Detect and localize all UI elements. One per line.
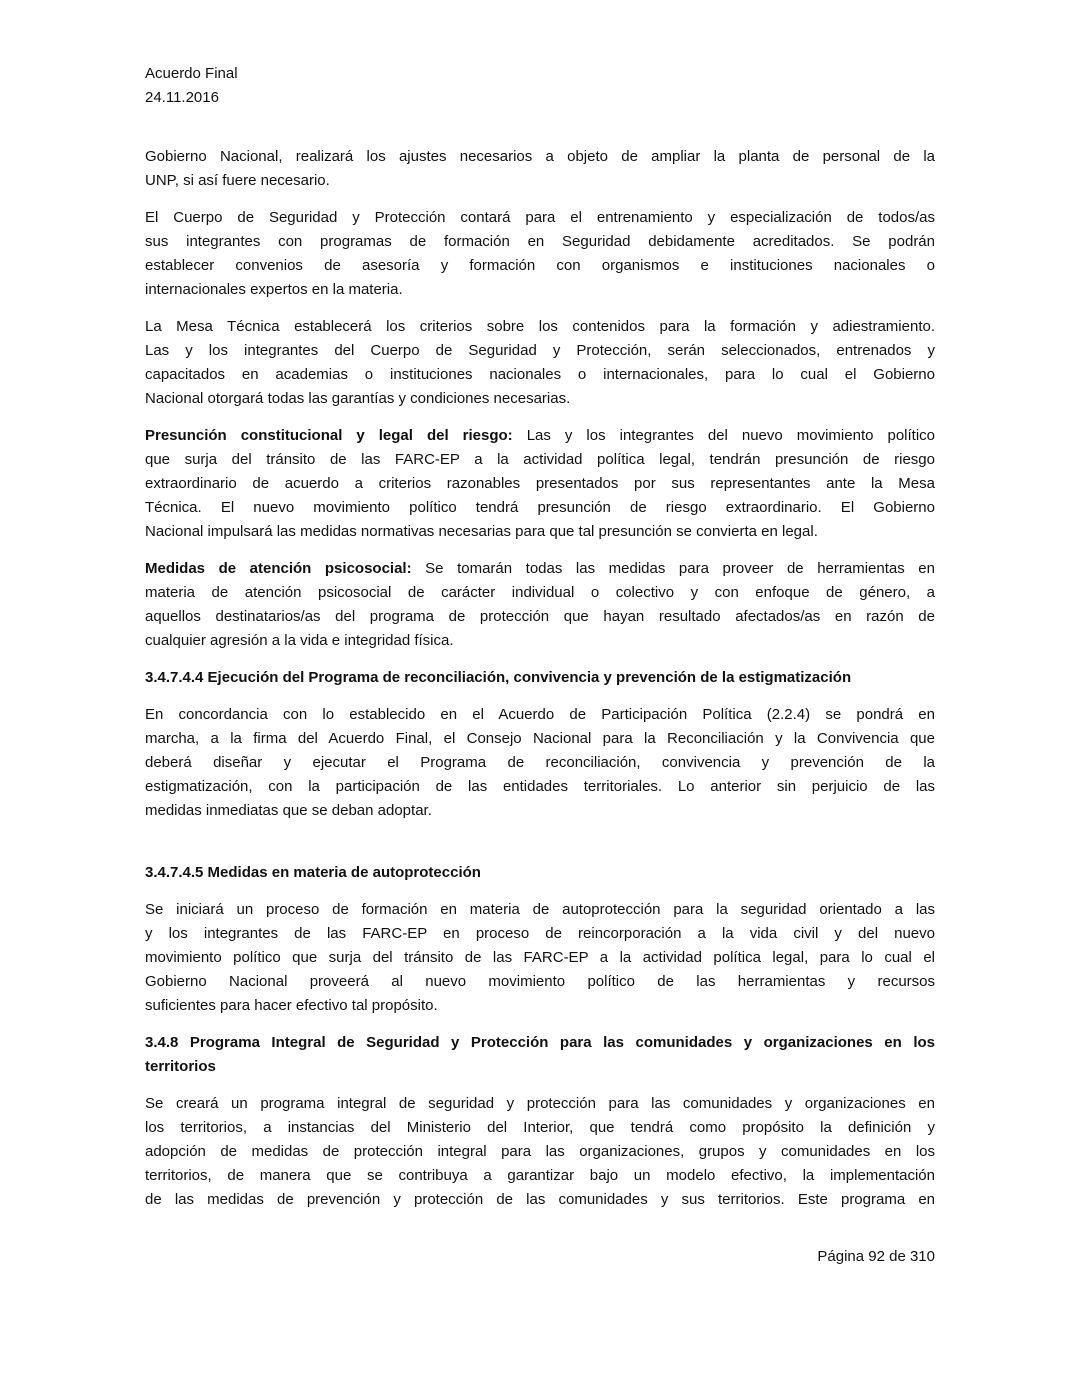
line-text: aquellos destinatarios/as del programa de protección que hayan resultado afectados/as en razón de [145,608,935,625]
text-line [145,898,935,922]
text-line [145,339,935,363]
line-text: cualquier agresión a la vida e integridad física. [145,632,454,649]
paragraph [145,206,935,302]
line-text: que surja del tránsito de las FARC-EP a la actividad política legal, tendrán presunción de riesgo [145,451,935,468]
text-line [145,1164,935,1188]
text-line [145,1055,935,1079]
line-text: territorios, de manera que se contribuya a garantizar bajo un modelo efectivo, la implementación [145,1167,935,1184]
line-text: El Cuerpo de Seguridad y Protección contará para el entrenamiento y especialización de todos/as [145,209,935,226]
document-body [145,145,935,1212]
line-text: 3.4.8 Programa Integral de Seguridad y Protección para las comunidades y organizaciones en los [145,1034,935,1051]
text-line [145,230,935,254]
paragraph [145,1092,935,1212]
text-line [145,666,935,690]
line-text: Gobierno Nacional proveerá al nuevo movimiento político de las herramientas y recursos [145,973,935,990]
text-line [145,629,935,653]
text-line [145,424,935,448]
text-line [145,1140,935,1164]
document-page [145,62,935,1225]
line-text: En concordancia con lo establecido en el Acuerdo de Participación Política (2.2.4) se pondrá en [145,706,935,723]
text-line [145,605,935,629]
line-text: sus integrantes con programas de formación en Seguridad debidamente acreditados. Se podrán [145,233,935,250]
line-text: Se creará un programa integral de seguridad y protección para las comunidades y organizaciones en [145,1095,935,1112]
line-text: Las y los integrantes del nuevo movimiento político [512,427,936,444]
text-line [145,472,935,496]
paragraph [145,898,935,1018]
line-text: Se iniciará un proceso de formación en materia de autoprotección para la seguridad orientado a las [145,901,935,918]
line-text: Nacional otorgará todas las garantías y condiciones necesarias. [145,390,571,407]
text-line [145,520,935,544]
text-line [145,751,935,775]
text-line [145,922,935,946]
line-text: Técnica. El nuevo movimiento político tendrá presunción de riesgo extraordinario. El Gobierno [145,499,935,516]
text-line [145,1188,935,1212]
line-text: los territorios, a instancias del Ministerio del Interior, que tendrá como propósito la definición y [145,1119,935,1136]
line-text: Gobierno Nacional, realizará los ajustes necesarios a objeto de ampliar la planta de personal de la [145,148,935,165]
text-line [145,145,935,169]
line-text: suficientes para hacer efectivo tal propósito. [145,997,438,1014]
paragraph [145,703,935,823]
line-text: Las y los integrantes del Cuerpo de Seguridad y Protección, serán seleccionados, entrenados y [145,342,935,359]
text-line [145,254,935,278]
paragraph [145,424,935,544]
page-number: Página 92 de 310 [817,1248,935,1265]
line-text: 3.4.7.4.5 Medidas en materia de autoprotección [145,864,481,881]
text-line [145,1092,935,1116]
text-line [145,861,935,885]
paragraph [145,145,935,193]
line-text: internacionales expertos en la materia. [145,281,403,298]
text-line [145,387,935,411]
text-line [145,1031,935,1055]
line-text: adopción de medidas de protección integral para las organizaciones, grupos y comunidades en los [145,1143,935,1160]
text-line [145,703,935,727]
line-text: movimiento político que surja del tránsito de las FARC-EP a la actividad política legal, para lo cual el [145,949,935,966]
text-line [145,206,935,230]
section-heading [145,666,935,690]
bold-lead: Presunción constitucional y legal del riesgo: [145,427,513,444]
line-text: capacitados en academias o instituciones nacionales o internacionales, para lo cual el Gobierno [145,366,935,383]
text-line [145,496,935,520]
text-line [145,799,935,823]
paragraph [145,557,935,653]
line-text: medidas inmediatas que se deban adoptar. [145,802,432,819]
line-text: Nacional impulsará las medidas normativas necesarias para que tal presunción se convierta en legal. [145,523,818,540]
text-line [145,169,935,193]
line-text: de las medidas de prevención y protección de las comunidades y sus territorios. Este programa en [145,1191,935,1208]
bold-lead: Medidas de atención psicosocial: [145,560,412,577]
line-text: 3.4.7.4.4 Ejecución del Programa de reconciliación, convivencia y prevención de la estigmatización [145,669,852,686]
text-line [145,581,935,605]
line-text: establecer convenios de asesoría y formación con organismos e instituciones nacionales o [145,257,935,274]
line-text: La Mesa Técnica establecerá los criterios sobre los contenidos para la formación y adiestramiento. [145,318,935,335]
text-line [145,315,935,339]
text-line [145,448,935,472]
paragraph [145,315,935,411]
line-text: UNP, si así fuere necesario. [145,172,330,189]
page-header [145,62,935,110]
text-line [145,727,935,751]
line-text: y los integrantes de las FARC-EP en proceso de reincorporación a la vida civil y del nuevo [145,925,935,942]
section-heading [145,1031,935,1079]
line-text: territorios [145,1058,216,1075]
line-text: Se tomarán todas las medidas para proveer de herramientas en [411,560,935,577]
text-line [145,363,935,387]
text-line [145,278,935,302]
header-title: Acuerdo Final [145,65,238,82]
line-text: marcha, a la firma del Acuerdo Final, el Consejo Nacional para la Reconciliación y la Convivencia que [145,730,935,747]
text-line [145,1116,935,1140]
line-text: materia de atención psicosocial de carácter individual o colectivo y con enfoque de género, a [145,584,935,601]
text-line [145,557,935,581]
text-line [145,994,935,1018]
line-text: extraordinario de acuerdo a criterios razonables presentados por sus representantes ante la Mesa [145,475,935,492]
text-line [145,970,935,994]
header-date: 24.11.2016 [145,89,219,106]
line-text: deberá diseñar y ejecutar el Programa de reconciliación, convivencia y prevención de la [145,754,935,771]
line-text: estigmatización, con la participación de las entidades territoriales. Lo anterior sin perjuicio de las [145,778,935,795]
text-line [145,946,935,970]
section-heading [145,861,935,885]
text-line [145,775,935,799]
